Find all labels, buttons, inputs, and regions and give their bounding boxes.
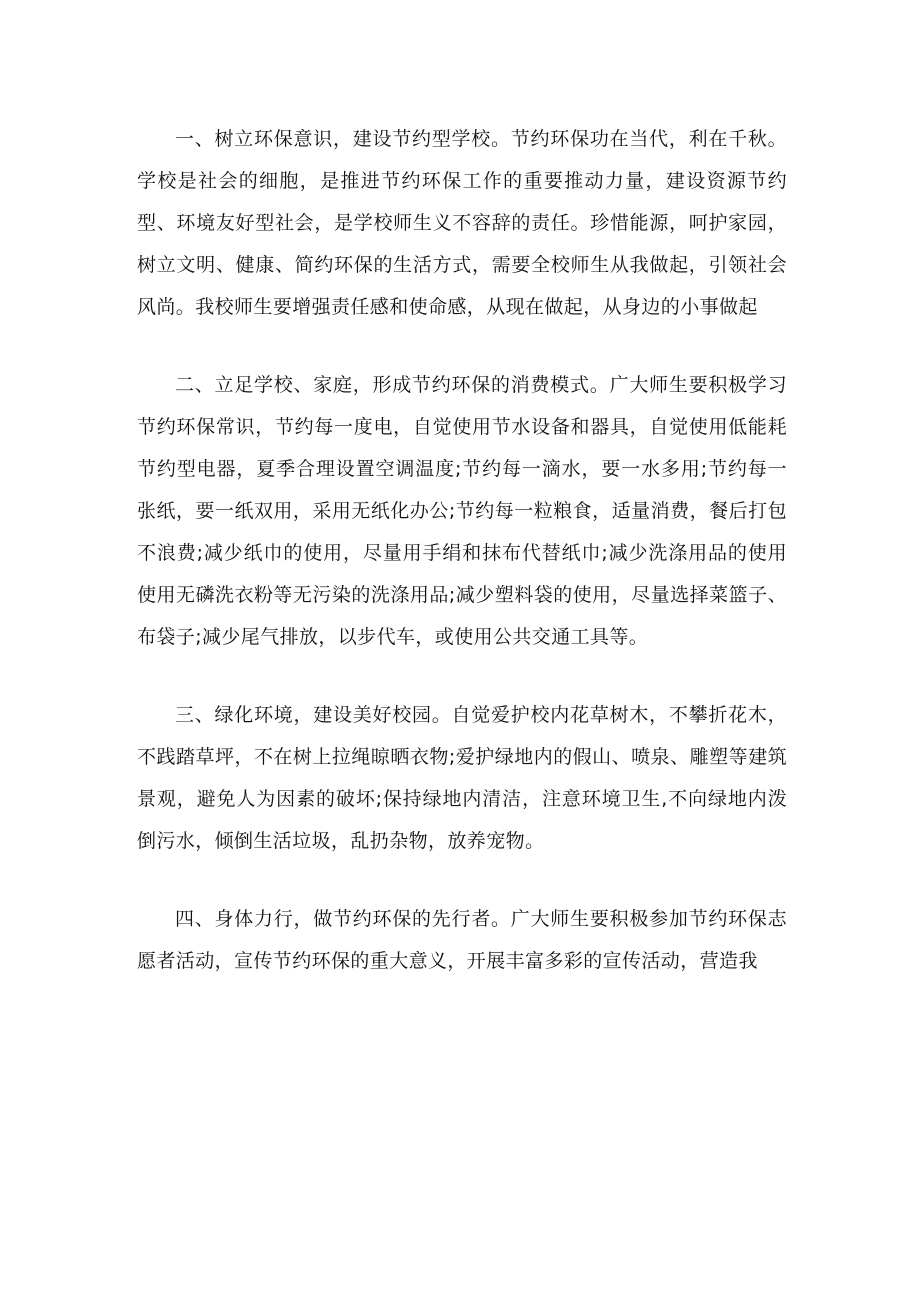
- paragraph-3: 三、绿化环境，建设美好校园。自觉爱护校内花草树木，不攀折花木，不践踏草坪，不在树上拉绳晾晒衣物;爱护绿地内的假山、喷泉、雕塑等建筑景观，避免人为因素的破坏;保持绿地内清洁，注意环境卫生,不向绿地内泼倒污水，倾倒生活垃圾，乱扔杂物，放养宠物。: [137, 704, 787, 852]
- paragraph-4: 四、身体力行，做节约环保的先行者。广大师生要积极参加节约环保志愿者活动，宣传节约环保的重大意义，开展丰富多彩的宣传活动，营造我: [137, 908, 787, 972]
- document-body: [137, 118, 787, 1018]
- paragraph-2: 二、立足学校、家庭，形成节约环保的消费模式。广大师生要积极学习节约环保常识，节约每一度电，自觉使用节水设备和器具，自觉使用低能耗节约型电器，夏季合理设置空调温度;节约每一滴水，要一水多用;节约每一张纸，要一纸双用，采用无纸化办公;节约每一粒粮食，适量消费，餐后打包不浪费;减少纸巾的使用，尽量用手绢和抹布代替纸巾;减少洗涤用品的使用使用无磷洗衣粉等无污染的洗涤用品;减少塑料袋的使用，尽量选择菜篮子、布袋子;减少尾气排放，以步代车，或使用公共交通工具等。: [137, 374, 787, 648]
- paragraph-1: 一、树立环保意识，建设节约型学校。节约环保功在当代，利在千秋。学校是社会的细胞，是推进节约环保工作的重要推动力量，建设资源节约型、环境友好型社会，是学校师生义不容辞的责任。珍惜能源，呵护家园，树立文明、健康、简约环保的生活方式，需要全校师生从我做起，引领社会风尚。我校师生要增强责任感和使命感，从现在做起，从身边的小事做起: [137, 128, 787, 318]
